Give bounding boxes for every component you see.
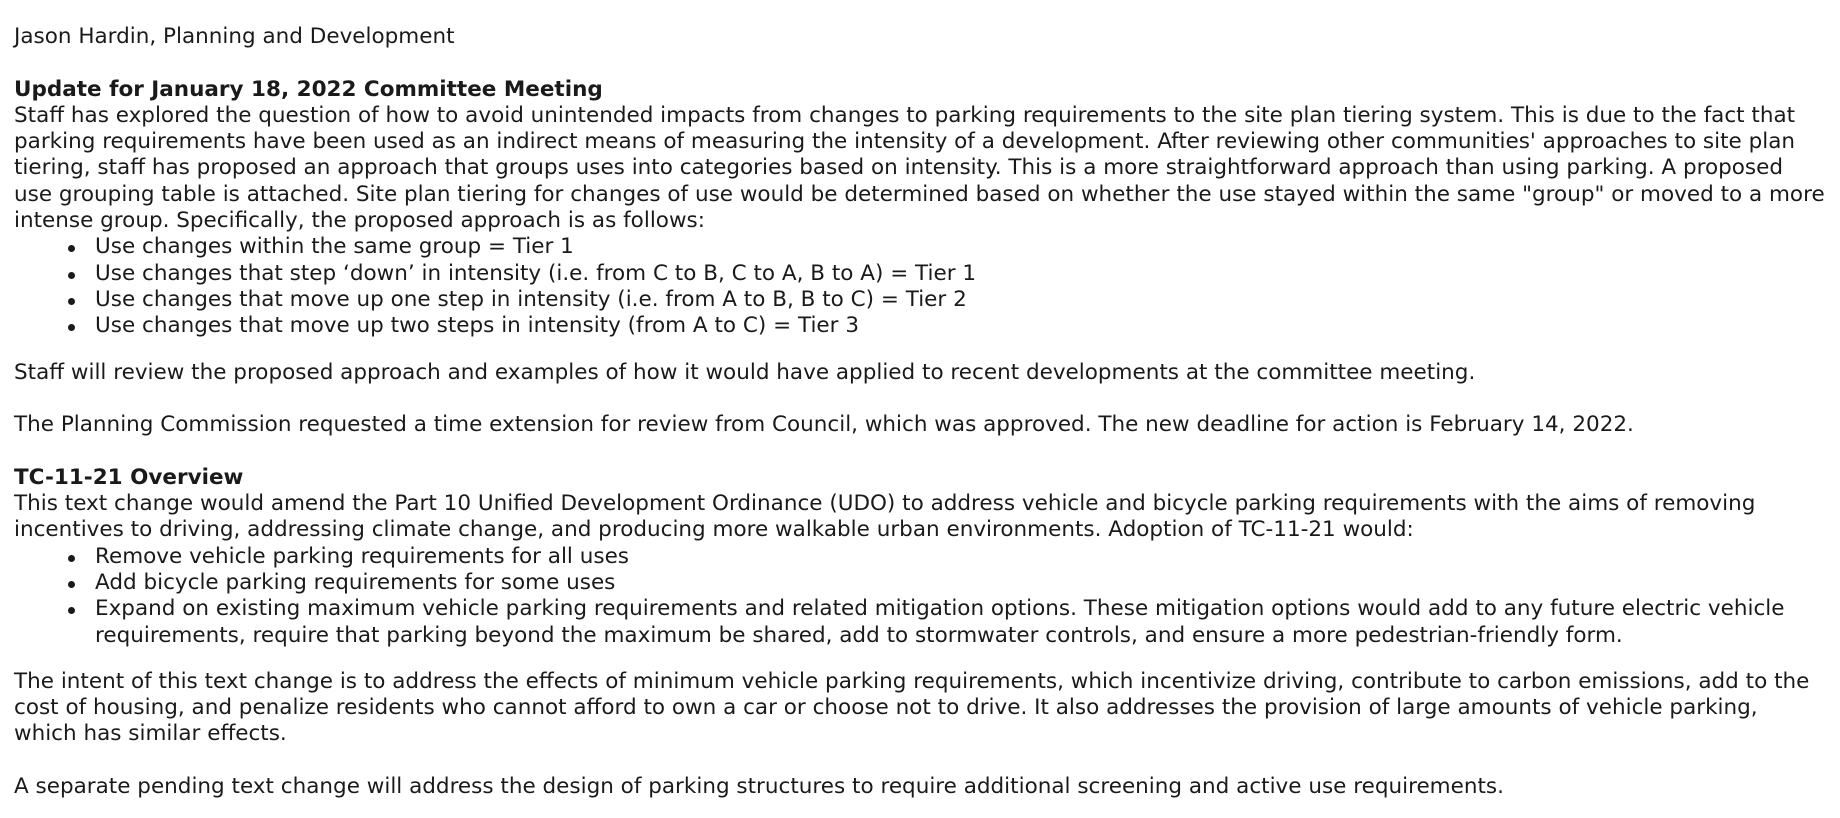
list-item: Use changes that move up two steps in intensity (from A to C) = Tier 3 [95, 313, 1826, 339]
tier-list [14, 234, 1826, 339]
separate-change-note: A separate pending text change will address the design of parking structures to require additional screening and active use requirements. [14, 774, 1504, 800]
overview-intro: This text change would amend the Part 10 Unified Development Ordinance (UDO) to address vehicle and bicycle parking requirements with the aims of removing incentives to driving, addressing climate change, and producing more walkable urban environments. Adoption of TC-11-21 would: [14, 491, 1756, 543]
list-item: Use changes within the same group = Tier 1 [95, 234, 1826, 260]
spacer [14, 649, 1826, 669]
extension-note: The Planning Commission requested a time extension for review from Council, which was approved. The new deadline for action is February 14, 2022. [14, 412, 1634, 438]
list-item: Use changes that move up one step in intensity (i.e. from A to B, B to C) = Tier 2 [95, 287, 1826, 313]
list-item: Expand on existing maximum vehicle parking requirements and related mitigation options. These mitigation options would add to any future electric vehicle requirements, require that parking beyond the maximum be shared, add to stormwater controls, and ensure a more pedestrian-friendly form. [95, 596, 1826, 649]
spacer [14, 438, 1826, 464]
overview-heading: TC-11-21 Overview [14, 464, 244, 490]
list-item: Remove vehicle parking requirements for all uses [95, 544, 1826, 570]
author-line: Jason Hardin, Planning and Development [14, 24, 455, 49]
adoption-list [14, 544, 1826, 649]
update-heading: Update for January 18, 2022 Committee Meeting [14, 76, 603, 102]
spacer [14, 50, 1826, 76]
spacer [14, 748, 1826, 774]
update-intro: Staff has explored the question of how to avoid unintended impacts from changes to parking requirements to the site plan tiering system. This is due to the fact that parking requirements have been used as an indirect means of measuring the intensity of a development. After reviewing other communities' approaches to site plan tiering, staff has proposed an approach that groups uses into categories based on intensity. This is a more straightforward approach than using parking. A proposed use grouping table is attached. Site plan tiering for changes of use would be determined based on whether the use stayed within the same "group" or moved to a more intense group. Specifically, the proposed approach is as follows: [14, 102, 1825, 234]
review-note: Staff will review the proposed approach and examples of how it would have applied to recent developments at the committee meeting. [14, 359, 1476, 385]
intent-paragraph: The intent of this text change is to address the effects of minimum vehicle parking requirements, which incentivize driving, contribute to carbon emissions, add to the cost of housing, and penalize residents who cannot afford to own a car or choose not to drive. It also addresses the provision of large amounts of vehicle parking, which has similar effects. [14, 668, 1810, 747]
list-item: Add bicycle parking requirements for some uses [95, 570, 1826, 596]
spacer [14, 386, 1826, 412]
spacer [14, 340, 1826, 360]
list-item: Use changes that step ‘down’ in intensity (i.e. from C to B, C to A, B to A) = Tier 1 [95, 261, 1826, 287]
